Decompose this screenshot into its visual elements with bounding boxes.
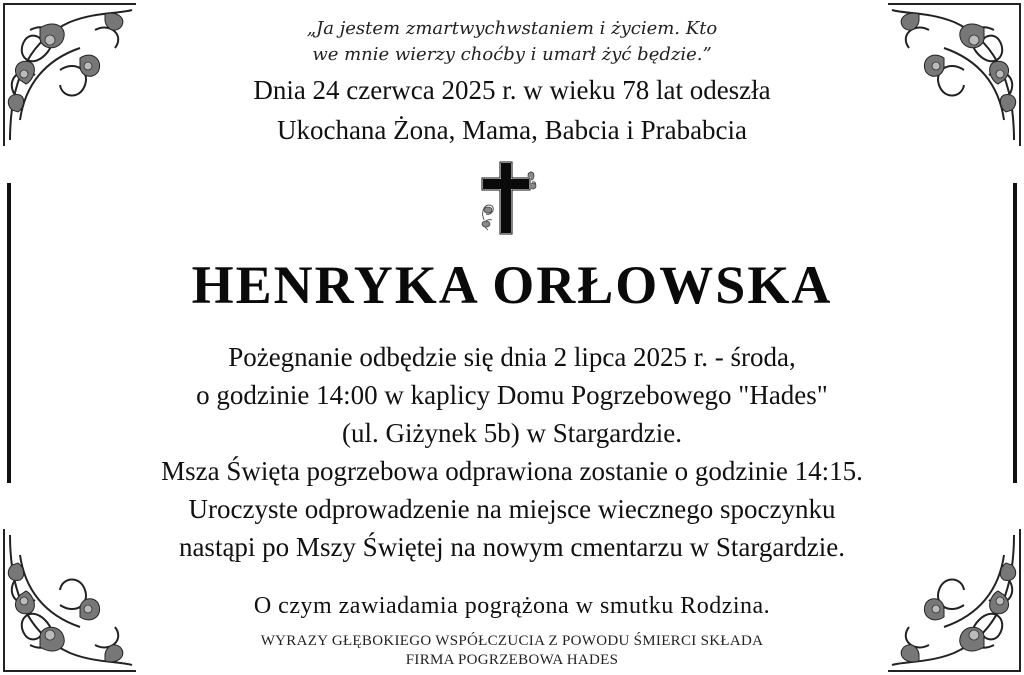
cross-icon xyxy=(476,160,538,236)
family-notice: O czym zawiadamia pogrążona w smutku Rodzina. xyxy=(253,593,771,619)
details-line-2: o godzinie 14:00 w kaplicy Domu Pogrzebowego "Hades" xyxy=(196,380,828,410)
details-line-3: (ul. Giżynek 5b) w Stargardzie. xyxy=(342,418,682,448)
bible-quote xyxy=(0,16,1024,68)
death-announcement xyxy=(0,70,1024,150)
condolences-line-2: FIRMA POGRZEBOWA HADES xyxy=(405,652,619,668)
details-line-5: Uroczyste odprowadzenie na miejsce wiecznego spoczynku xyxy=(188,494,836,524)
quote-line-1: „Ja jestem zmartwychwstaniem i życiem. Kto xyxy=(306,18,718,39)
details-line-6: nastąpi po Mszy Świętej na nowym cmentarzu w Stargardzie. xyxy=(178,532,846,562)
intro-line-2: Ukochana Żona, Mama, Babcia i Prababcia xyxy=(276,115,748,145)
condolences-line-1: WYRAZY GŁĘBOKIEGO WSPÓŁCZUCIA Z POWODU ŚMIERCI SKŁADA xyxy=(260,633,764,649)
condolences-notice xyxy=(0,632,1024,670)
quote-line-2: we mnie wierzy choćby i umarł żyć będzie.” xyxy=(312,44,712,65)
details-line-1: Pożegnanie odbędzie się dnia 2 lipca 2025 r. - środa, xyxy=(228,342,796,372)
intro-line-1: Dnia 24 czerwca 2025 r. w wieku 78 lat odeszła xyxy=(253,75,771,105)
deceased-name: HENRYKA ORŁOWSKA xyxy=(191,255,833,315)
funeral-details xyxy=(0,338,1024,566)
details-line-4: Msza Święta pogrzebowa odprawiona zostanie o godzinie 14:15. xyxy=(161,456,863,486)
